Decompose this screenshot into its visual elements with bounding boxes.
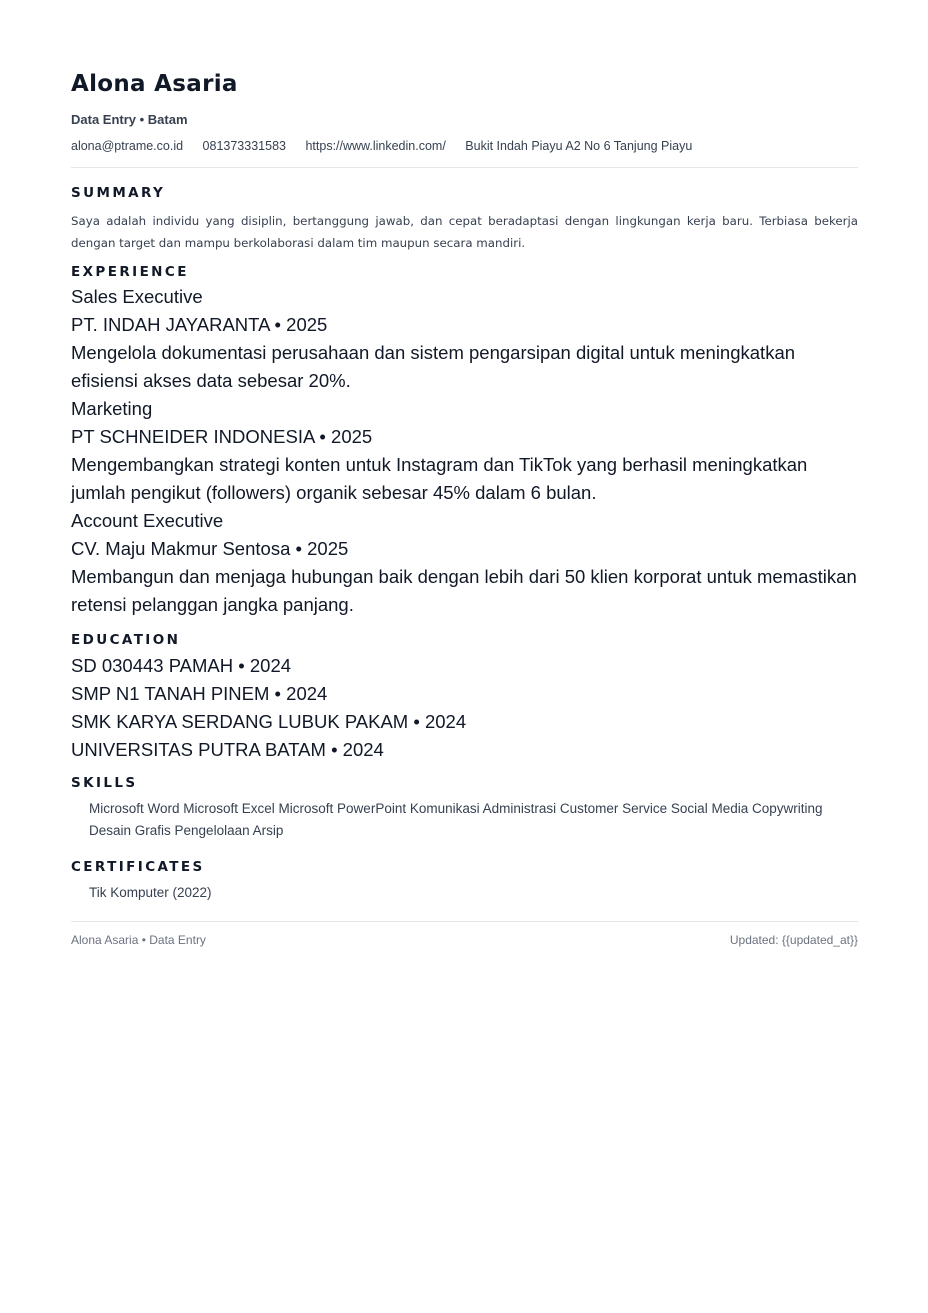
header-divider [71,167,858,168]
skills-list: Microsoft Word Microsoft Excel Microsoft PowerPoint Komunikasi Administrasi Customer Service Social Media Copywriting Desain Grafis Pengelolaan Arsip [89,801,823,838]
education-item: SMK KARYA SERDANG LUBUK PAKAM • 2024 [71,711,467,732]
experience-item [71,507,858,619]
education-item: UNIVERSITAS PUTRA BATAM • 2024 [71,739,384,760]
experience-description: Mengembangkan strategi konten untuk Instagram dan TikTok yang berhasil meningkatkan jumlah pengikut (followers) organik sebesar 45% dalam 6 bulan. [71,454,808,503]
experience-description: Mengelola dokumentasi perusahaan dan sistem pengarsipan digital untuk meningkatkan efisiensi akses data sebesar 20%. [71,342,796,391]
certificates-list [71,882,858,904]
contact-email: alona@ptrame.co.id [71,139,184,153]
education-list [71,652,858,764]
experience-list [71,283,858,619]
footer-updated-text: Updated: {{updated_at}} [729,933,858,947]
resume-page [71,68,858,948]
experience-role: Sales Executive [71,286,203,307]
candidate-headline: Data Entry • Batam [71,112,188,127]
experience-heading: EXPERIENCE [71,264,189,280]
experience-role: Account Executive [71,510,224,531]
experience-item [71,395,858,507]
experience-role: Marketing [71,398,153,419]
contact-address: Bukit Indah Piayu A2 No 6 Tanjung Piayu [465,139,693,153]
footer [71,932,858,948]
summary-heading: SUMMARY [71,185,166,201]
certificate-item: Tik Komputer (2022) [89,885,212,900]
education-item: SD 030443 PAMAH • 2024 [71,655,292,676]
contact-linkedin: https://www.linkedin.com/ [305,139,446,153]
education-heading: EDUCATION [71,632,181,648]
experience-item [71,283,858,395]
footer-left-text: Alona Asaria • Data Entry [71,933,206,947]
education-item: SMP N1 TANAH PINEM • 2024 [71,683,328,704]
candidate-name: Alona Asaria [71,71,238,97]
experience-company-year: PT. INDAH JAYARANTA • 2025 [71,314,328,335]
certificates-heading: CERTIFICATES [71,859,205,875]
contact-phone: 081373331583 [202,139,286,153]
skills-heading: SKILLS [71,775,138,791]
contact-line [71,138,858,154]
experience-company-year: PT SCHNEIDER INDONESIA • 2025 [71,426,373,447]
experience-description: Membangun dan menjaga hubungan baik dengan lebih dari 50 klien korporat untuk memastikan retensi pelanggan jangka panjang. [71,566,857,615]
summary-text: Saya adalah individu yang disiplin, bertanggung jawab, dan cepat beradaptasi dengan lingkungan kerja baru. Terbiasa bekerja dengan target dan mampu berkolaborasi dalam tim maupun secara mandiri. [71,214,858,250]
experience-company-year: CV. Maju Makmur Sentosa • 2025 [71,538,349,559]
footer-divider [71,921,858,922]
